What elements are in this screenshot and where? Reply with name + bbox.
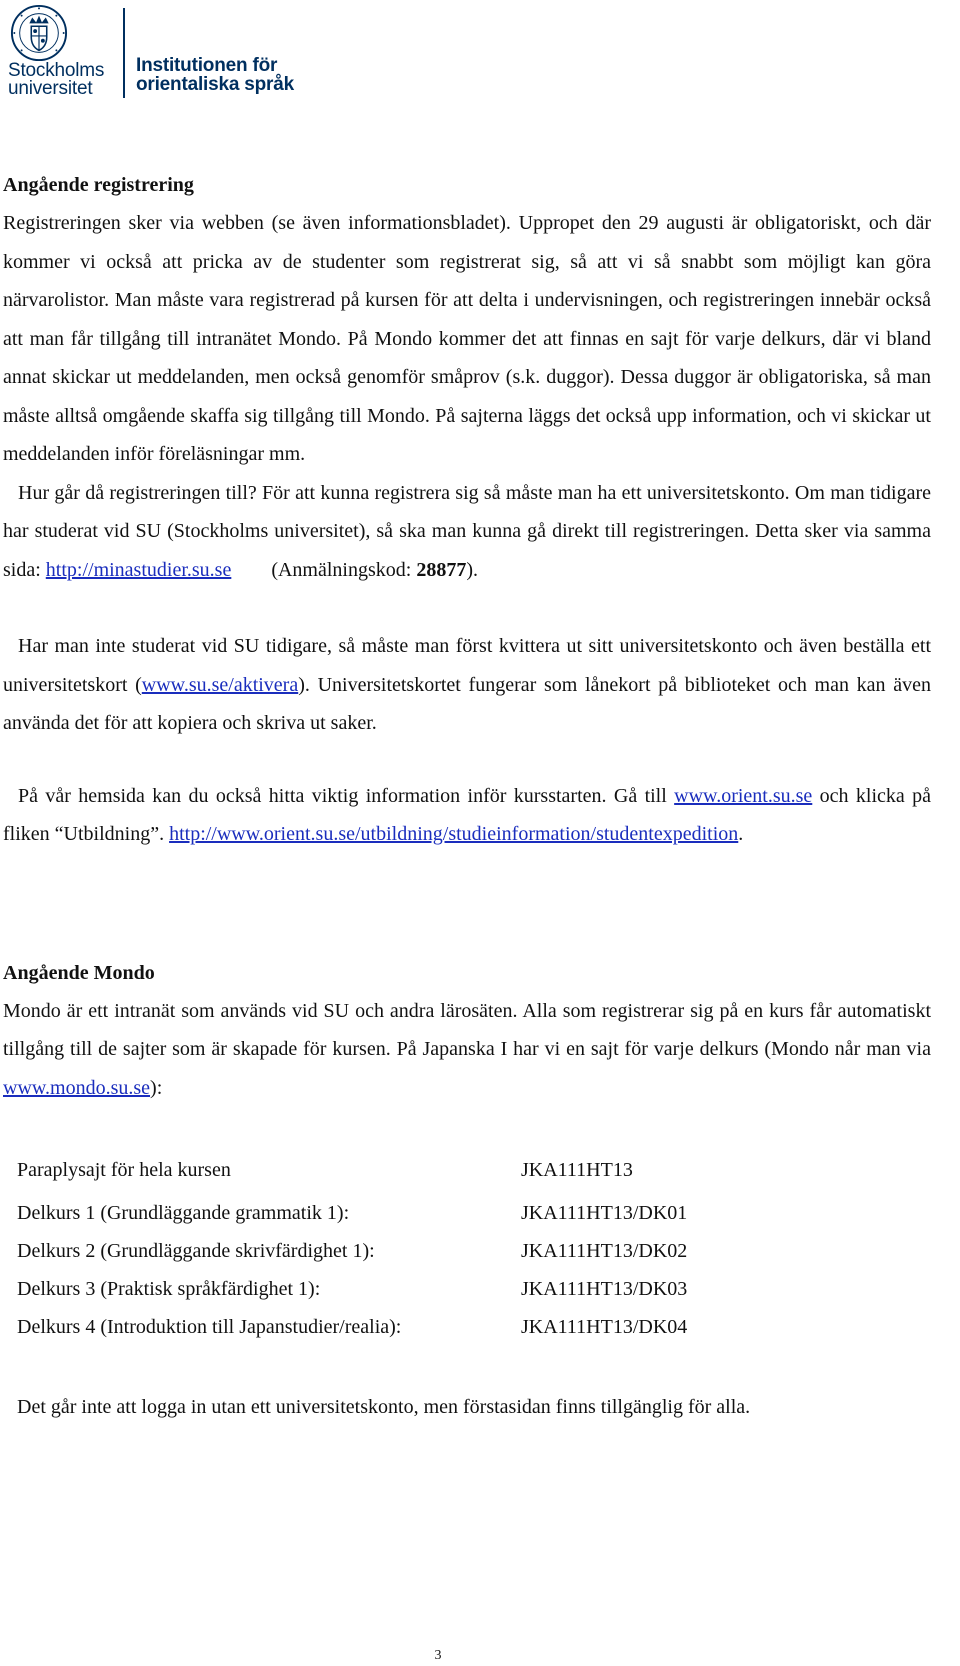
mondo-paragraph-1-text: Mondo är ett intranät som används vid SU och andra lärosäten. Alla som registrerar sig på en kurs får automatiskt tillgång till de sajter som är skapade för kursen. På Japanska I har vi en sajt för varje delkurs (Mondo når man via xyxy=(3,999,931,1060)
document-body xyxy=(3,166,931,1446)
registration-paragraph-4-end: . xyxy=(738,823,744,845)
site-row xyxy=(17,1270,917,1308)
registration-paragraph-2-text: Hur går då registreringen till? För att kunna registrera sig så måste man ha ett universitetskonto. Om man tidigare har studerat vid SU (Stockholms universitet), så ska man kunna gå direkt till registreringen. Detta sker via samma sida: xyxy=(3,481,931,581)
university-logo xyxy=(4,4,116,100)
orient-link[interactable]: www.orient.su.se xyxy=(674,784,813,807)
site-row xyxy=(17,1232,917,1270)
site-name: Paraplysajt för hela kursen xyxy=(17,1159,231,1181)
page-number: 3 xyxy=(434,1648,442,1663)
registration-paragraph-4-mid: och klicka på fliken “Utbildning”. xyxy=(3,784,931,845)
mondo-paragraph-1 xyxy=(3,992,931,1108)
university-name xyxy=(8,62,104,98)
site-row xyxy=(17,1194,917,1232)
mondo-heading: Angående Mondo xyxy=(3,961,155,984)
registration-code-suffix: ). xyxy=(466,558,478,581)
registration-paragraph-2 xyxy=(3,474,931,590)
department-name-line1: Institutionen för xyxy=(136,55,278,76)
department-name xyxy=(136,56,294,94)
site-code: JKA111HT13/DK04 xyxy=(521,1316,688,1338)
site-row xyxy=(17,1308,917,1346)
site-name: Delkurs 4 (Introduktion till Japanstudier/realia): xyxy=(17,1316,402,1338)
mondo-link[interactable]: www.mondo.su.se xyxy=(3,1076,151,1099)
page-header xyxy=(0,0,960,110)
university-name-line2: universitet xyxy=(8,78,93,99)
registration-paragraph-3-rest: ). Universitetskortet fungerar som lånekort på biblioteket och man kan även använda det för att kopiera och skriva ut saker. xyxy=(3,673,931,734)
site-name: Delkurs 1 (Grundläggande grammatik 1): xyxy=(17,1202,350,1224)
site-name: Delkurs 3 (Praktisk språkfärdighet 1): xyxy=(17,1278,321,1300)
registration-paragraph-1: Registreringen sker via webben (se även informationsbladet). Uppropet den 29 augusti är obligatoriskt, och där kommer vi också att pricka av de studenter som registrerat sig, så att vi så snabbt som möjligt kan göra närvarolistor. Man måste vara registrerad på kursen för att delta i undervisningen, och registreringen innebär också att man får tillgång till intranätet Mondo. På Mondo kommer det att finnas en sajt för varje delkurs, där vi bland annat skickar ut meddelanden, men också genomför småprov (s.k. duggor). Dessa duggor är obligatoriska, så man måste alltså omgående skaffa sig tillgång till Mondo. På sajterna läggs det också upp information, och vi skickar ut meddelanden inför föreläsningar mm. xyxy=(3,212,931,465)
department-name-line2: orientaliska språk xyxy=(136,74,294,95)
mondo-paragraph-1-end: ): xyxy=(150,1076,163,1099)
aktivera-link[interactable]: www.su.se/aktivera xyxy=(141,673,299,696)
studentexpedition-link[interactable]: http://www.orient.su.se/utbildning/studieinformation/studentexpedition xyxy=(169,823,739,845)
header-divider xyxy=(123,8,125,98)
site-code: JKA111HT13/DK03 xyxy=(521,1278,688,1300)
site-name: Delkurs 2 (Grundläggande skrivfärdighet 1): xyxy=(17,1240,375,1262)
registration-code-prefix: (Anmälningskod: xyxy=(271,558,417,581)
minastudier-link[interactable]: http://minastudier.su.se xyxy=(45,558,232,581)
mondo-access-note: Det går inte att logga in utan ett universitetskonto, men förstasidan finns tillgänglig för alla. xyxy=(17,1396,751,1418)
site-row xyxy=(17,1151,917,1189)
university-seal-icon xyxy=(10,4,68,62)
site-code: JKA111HT13/DK02 xyxy=(521,1240,688,1262)
university-name-line1: Stockholms xyxy=(8,60,105,81)
mondo-sites-table xyxy=(17,1151,917,1346)
registration-paragraph-4-text: På vår hemsida kan du också hitta viktig information inför kursstarten. Gå till xyxy=(18,784,675,807)
site-code: JKA111HT13 xyxy=(521,1159,633,1181)
site-code: JKA111HT13/DK01 xyxy=(521,1202,688,1224)
registration-heading: Angående registrering xyxy=(3,174,194,196)
registration-paragraph-3-text: Har man inte studerat vid SU tidigare, så måste man först kvittera ut sitt universitetskonto och även beställa ett universitetskort ( xyxy=(3,635,931,696)
registration-paragraph-3 xyxy=(3,627,931,743)
registration-paragraph-4 xyxy=(3,777,931,854)
registration-code: 28877 xyxy=(416,558,467,581)
